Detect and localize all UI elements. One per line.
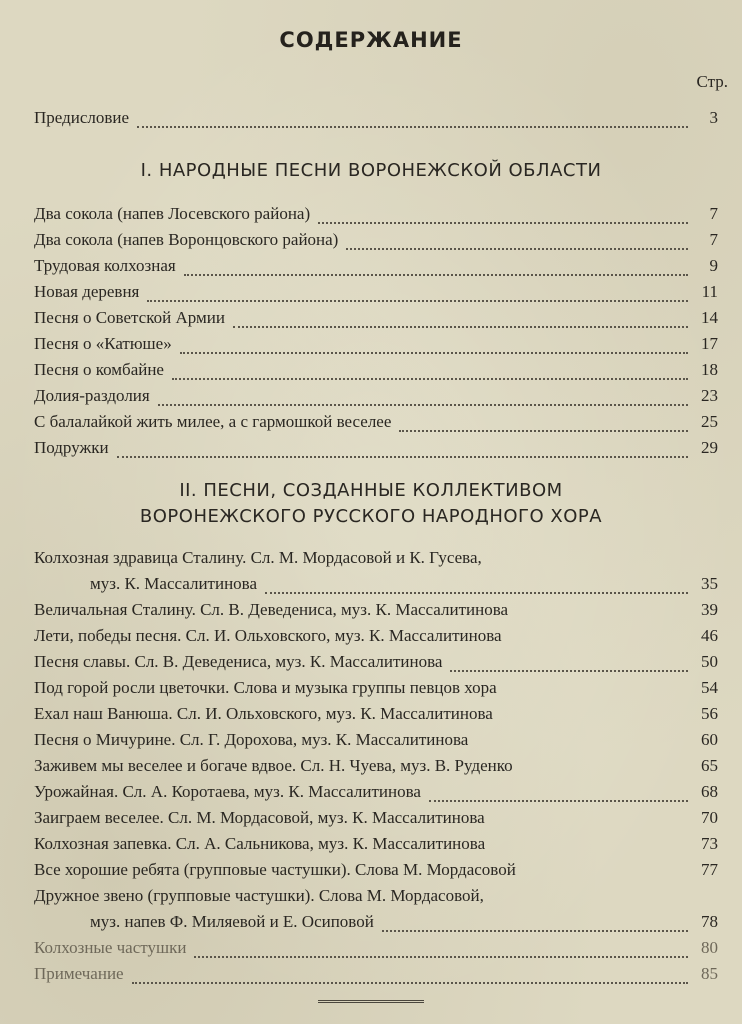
toc-entry-title: Колхозная запевка. Сл. А. Сальникова, муз. К. Массалитинова [34,834,486,853]
toc-entry-page: 14 [701,308,718,327]
toc-entry [34,438,718,462]
toc-entry [34,652,718,676]
toc-entry-title: Заиграем веселее. Сл. М. Мордасовой, муз. К. Массалитинова [34,808,485,827]
toc-entry-title: Песня о «Катюше» [34,334,172,353]
toc-entry-page: 80 [701,938,718,957]
toc-entry [34,704,718,728]
toc-entry [34,308,718,332]
toc-entry-title: Все хорошие ребята (групповые частушки). Слова М. Мордасовой [34,860,516,879]
toc-entry-page: 7 [709,204,718,223]
toc-entry-title: Два сокола (напев Воронцовского района) [34,230,339,249]
leader-dots [346,248,688,250]
toc-entry-page: 78 [701,912,718,931]
section-2-heading-line-1: II. ПЕСНИ, СОЗДАННЫЕ КОЛЛЕКТИВОМ [179,480,563,501]
leader-dots [318,222,688,224]
toc-entry [34,756,718,780]
toc-entry-preface [34,108,718,132]
page-title: СОДЕРЖАНИЕ [279,28,463,52]
toc-entry-title: Подружки [34,438,109,457]
toc-entry-page: 68 [701,782,718,801]
toc-entry [34,282,718,306]
toc-entry-title: С балалайкой жить милее, а с гармошкой веселее [34,412,392,431]
toc-entry-title: Предисловие [34,108,130,127]
toc-entry-title: Трудовая колхозная [34,256,176,275]
toc-entry-title: Примечание [34,964,124,983]
toc-entry [34,334,718,358]
toc-entry [34,808,718,832]
toc-entry-title: Под горой росли цветочки. Слова и музыка группы певцов хора [34,678,497,697]
toc-entry-page: 23 [701,386,718,405]
leader-dots [137,126,688,128]
toc-entry-page: 50 [701,652,718,671]
toc-entry-title: Долия-раздолия [34,386,150,405]
leader-dots [132,982,688,984]
toc-entry-page: 54 [701,678,718,697]
toc-entry-continuation [90,912,718,936]
toc-entry [34,730,718,754]
leader-dots [184,274,688,276]
toc-entry-page: 39 [701,600,718,619]
toc-entry-page: 9 [709,256,718,275]
toc-entry-title: Песня славы. Сл. В. Деведениса, муз. К. Массалитинова [34,652,443,671]
toc-entry-title: Два сокола (напев Лосевского района) [34,204,311,223]
leader-dots [194,956,688,958]
toc-entry [34,548,718,572]
toc-entry-page: 35 [701,574,718,593]
leader-dots [265,592,688,594]
leader-dots [147,300,688,302]
toc-entry-title: Дружное звено (групповые частушки). Слова М. Мордасовой, [34,886,484,905]
toc-entry-page: 7 [709,230,718,249]
toc-entry-title-continuation: муз. К. Массалитинова [90,574,258,593]
closing-rule [318,1000,424,1003]
leader-dots [399,430,688,432]
toc-entry-title: Колхозные частушки [34,938,187,957]
leader-dots [450,670,688,672]
toc-entry-page: 46 [701,626,718,645]
toc-entry-title: Новая деревня [34,282,140,301]
toc-entry-page: 18 [701,360,718,379]
toc-entry [34,230,718,254]
toc-entry-page: 65 [701,756,718,775]
toc-entry-title: Песня о комбайне [34,360,164,379]
toc-entry [34,886,718,910]
leader-dots [382,930,688,932]
leader-dots [172,378,688,380]
page-column-label: Стр. [696,72,728,91]
toc-entry-title: Лети, победы песня. Сл. И. Ольховского, муз. К. Массалитинова [34,626,502,645]
toc-entry [34,678,718,702]
leader-dots [180,352,688,354]
toc-entry-page: 25 [701,412,718,431]
toc-entry-page: 56 [701,704,718,723]
leader-dots [117,456,688,458]
toc-entry [34,938,718,962]
toc-entry [34,412,718,436]
toc-entry-page: 11 [701,282,718,301]
toc-entry-title: Заживем мы веселее и богаче вдвое. Сл. Н. Чуева, муз. В. Руденко [34,756,513,775]
toc-entry [34,256,718,280]
toc-entry-continuation [90,574,718,598]
toc-entry-title: Колхозная здравица Сталину. Сл. М. Мордасовой и К. Гусева, [34,548,482,567]
toc-entry [34,860,718,884]
toc-entry [34,964,718,988]
toc-entry [34,204,718,228]
leader-dots [158,404,688,406]
toc-entry-page: 70 [701,808,718,827]
toc-entry-page: 17 [701,334,718,353]
toc-entry-title: Песня о Мичурине. Сл. Г. Дорохова, муз. К. Массалитинова [34,730,469,749]
toc-entry [34,360,718,384]
leader-dots [233,326,688,328]
toc-entry-page: 85 [701,964,718,983]
toc-entry [34,834,718,858]
toc-entry-title: Песня о Советской Армии [34,308,225,327]
toc-entry [34,600,718,624]
leader-dots [429,800,688,802]
toc-entry-title: Урожайная. Сл. А. Коротаева, муз. К. Массалитинова [34,782,421,801]
toc-entry-page: 73 [701,834,718,853]
toc-entry-page: 60 [701,730,718,749]
section-1-heading: I. НАРОДНЫЕ ПЕСНИ ВОРОНЕЖСКОЙ ОБЛАСТИ [140,160,602,181]
toc-entry-page: 77 [701,860,718,879]
section-2-heading-line-2: ВОРОНЕЖСКОГО РУССКОГО НАРОДНОГО ХОРА [139,506,603,527]
toc-entry [34,626,718,650]
toc-entry-page: 3 [709,108,718,127]
toc-entry-title: Величальная Сталину. Сл. В. Деведениса, муз. К. Массалитинова [34,600,509,619]
toc-entry-page: 29 [701,438,718,457]
toc-entry [34,782,718,806]
toc-entry [34,386,718,410]
toc-entry-title: Ехал наш Ванюша. Сл. И. Ольховского, муз. К. Массалитинова [34,704,493,723]
toc-entry-title-continuation: муз. напев Ф. Миляевой и Е. Осиповой [90,912,374,931]
